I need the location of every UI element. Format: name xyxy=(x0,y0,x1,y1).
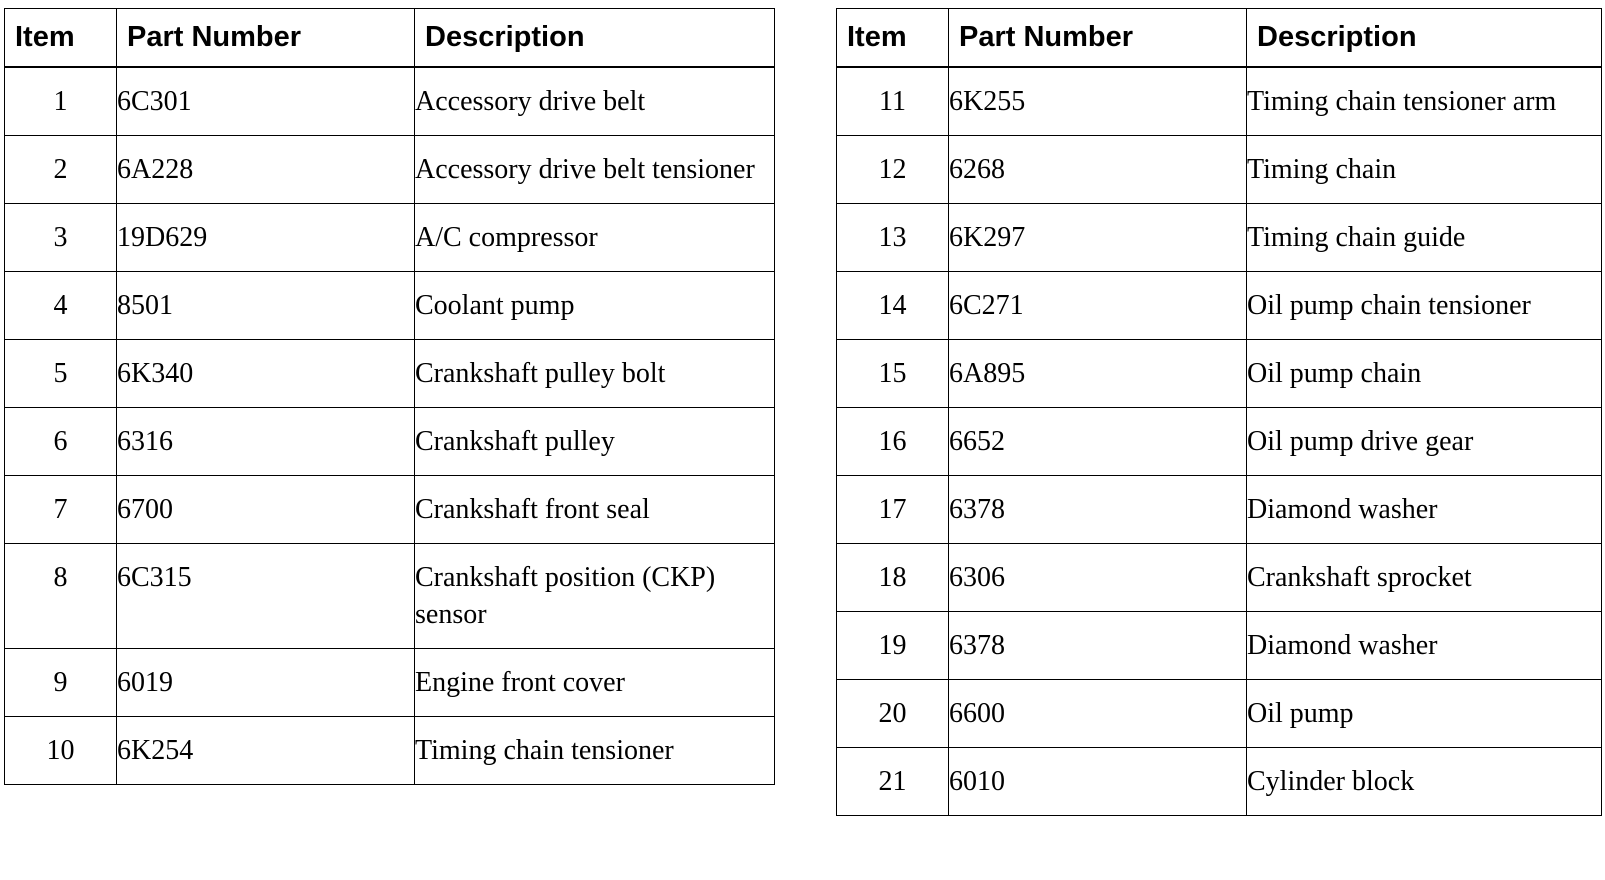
part-description: Timing chain tensioner arm xyxy=(1247,67,1602,136)
table-row xyxy=(837,67,1602,136)
table-row xyxy=(5,272,775,340)
table-row xyxy=(5,649,775,717)
part-description: Crankshaft position (CKP) sensor xyxy=(415,544,775,649)
part-description: Crankshaft pulley bolt xyxy=(415,340,775,408)
item-header: Item xyxy=(837,9,949,68)
part-number: 6C271 xyxy=(949,272,1247,340)
part-description: Crankshaft sprocket xyxy=(1247,544,1602,612)
item-number: 15 xyxy=(837,340,949,408)
item-number: 12 xyxy=(837,136,949,204)
part-description: Timing chain guide xyxy=(1247,204,1602,272)
part-description: Diamond washer xyxy=(1247,612,1602,680)
table-row xyxy=(837,476,1602,544)
table-row xyxy=(837,136,1602,204)
part-description: Cylinder block xyxy=(1247,748,1602,816)
parts-table-left xyxy=(4,8,775,785)
item-number: 8 xyxy=(5,544,117,649)
description-header: Description xyxy=(1247,9,1602,68)
table-row xyxy=(5,136,775,204)
part-number: 6A228 xyxy=(117,136,415,204)
part-number: 6378 xyxy=(949,612,1247,680)
header-row xyxy=(5,9,775,68)
part-number: 6K254 xyxy=(117,717,415,785)
part-number: 6019 xyxy=(117,649,415,717)
table-row xyxy=(5,476,775,544)
part-number: 6600 xyxy=(949,680,1247,748)
table-row xyxy=(837,340,1602,408)
table-row xyxy=(837,204,1602,272)
item-number: 14 xyxy=(837,272,949,340)
item-number: 19 xyxy=(837,612,949,680)
part-number: 6K255 xyxy=(949,67,1247,136)
item-number: 2 xyxy=(5,136,117,204)
item-number: 20 xyxy=(837,680,949,748)
item-number: 1 xyxy=(5,67,117,136)
part-description: Crankshaft pulley xyxy=(415,408,775,476)
part-number: 6K340 xyxy=(117,340,415,408)
part-number: 6316 xyxy=(117,408,415,476)
table-row xyxy=(5,340,775,408)
table-row xyxy=(5,67,775,136)
description-header: Description xyxy=(415,9,775,68)
parts-table-right xyxy=(836,8,1602,816)
item-number: 11 xyxy=(837,67,949,136)
part-number: 6A895 xyxy=(949,340,1247,408)
table-row xyxy=(5,204,775,272)
part-number: 6C301 xyxy=(117,67,415,136)
item-number: 10 xyxy=(5,717,117,785)
part-number: 6K297 xyxy=(949,204,1247,272)
item-number: 6 xyxy=(5,408,117,476)
header-row xyxy=(837,9,1602,68)
table-row xyxy=(837,612,1602,680)
item-number: 5 xyxy=(5,340,117,408)
part-description: Oil pump chain tensioner xyxy=(1247,272,1602,340)
part-number: 6700 xyxy=(117,476,415,544)
table-row xyxy=(837,544,1602,612)
table-row xyxy=(837,272,1602,340)
table-row xyxy=(5,544,775,649)
item-number: 13 xyxy=(837,204,949,272)
part-number: 8501 xyxy=(117,272,415,340)
item-number: 17 xyxy=(837,476,949,544)
item-number: 18 xyxy=(837,544,949,612)
part-number-header: Part Number xyxy=(117,9,415,68)
part-description: Crankshaft front seal xyxy=(415,476,775,544)
part-description: Engine front cover xyxy=(415,649,775,717)
part-number: 6010 xyxy=(949,748,1247,816)
item-number: 3 xyxy=(5,204,117,272)
part-description: A/C compressor xyxy=(415,204,775,272)
table-row xyxy=(837,680,1602,748)
part-number-header: Part Number xyxy=(949,9,1247,68)
table-row xyxy=(837,748,1602,816)
part-description: Oil pump drive gear xyxy=(1247,408,1602,476)
part-number: 6652 xyxy=(949,408,1247,476)
item-number: 21 xyxy=(837,748,949,816)
item-number: 9 xyxy=(5,649,117,717)
table-row xyxy=(837,408,1602,476)
table-row xyxy=(5,717,775,785)
part-description: Accessory drive belt tensioner xyxy=(415,136,775,204)
part-description: Diamond washer xyxy=(1247,476,1602,544)
item-header: Item xyxy=(5,9,117,68)
part-number: 6268 xyxy=(949,136,1247,204)
part-number: 6306 xyxy=(949,544,1247,612)
part-number: 6378 xyxy=(949,476,1247,544)
part-description: Oil pump xyxy=(1247,680,1602,748)
part-number: 19D629 xyxy=(117,204,415,272)
part-description: Coolant pump xyxy=(415,272,775,340)
item-number: 4 xyxy=(5,272,117,340)
part-description: Oil pump chain xyxy=(1247,340,1602,408)
table-row xyxy=(5,408,775,476)
part-number: 6C315 xyxy=(117,544,415,649)
part-description: Accessory drive belt xyxy=(415,67,775,136)
part-description: Timing chain tensioner xyxy=(415,717,775,785)
item-number: 7 xyxy=(5,476,117,544)
item-number: 16 xyxy=(837,408,949,476)
part-description: Timing chain xyxy=(1247,136,1602,204)
